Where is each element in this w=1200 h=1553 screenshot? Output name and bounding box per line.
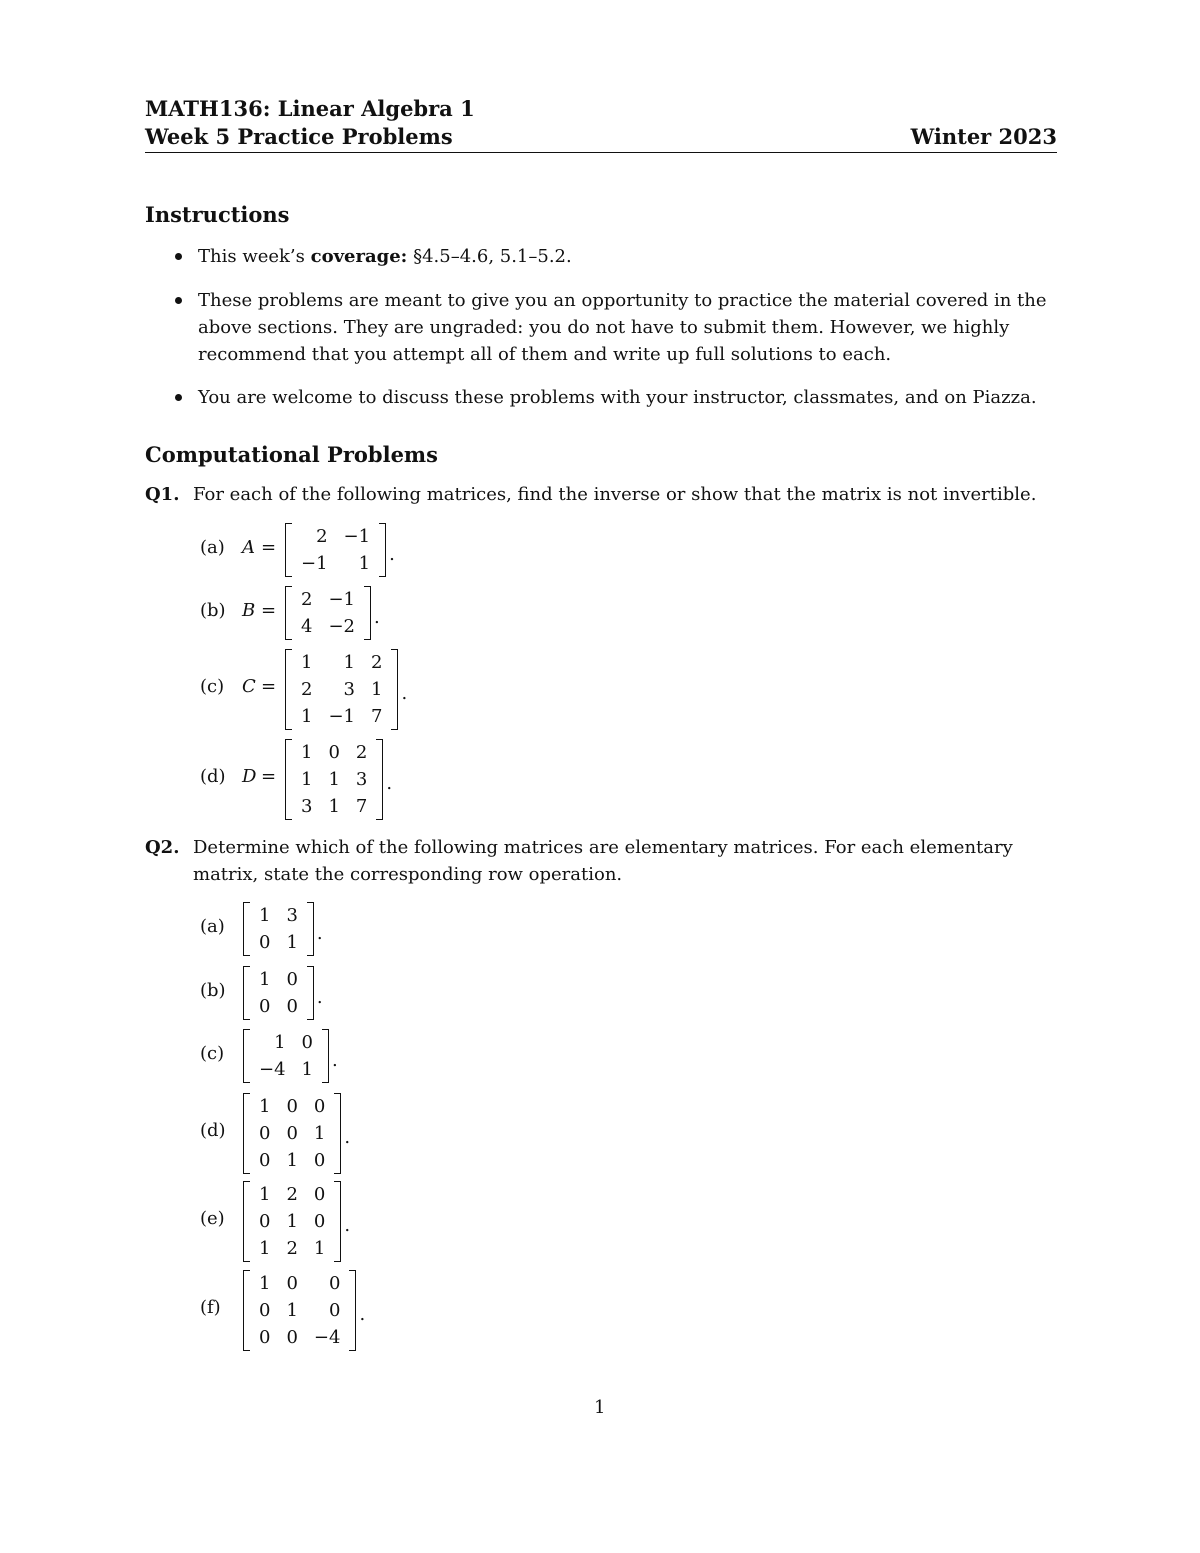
right-bracket	[334, 1093, 341, 1174]
left-bracket	[243, 1270, 250, 1351]
matrix-row	[251, 1208, 333, 1235]
matrix-row	[251, 966, 306, 993]
matrix-row	[251, 1297, 348, 1324]
matrix	[285, 523, 386, 577]
right-bracket	[307, 966, 314, 1020]
purpose-line: above sections. They are ungraded: you do not have to submit them. However, we highly	[198, 317, 1010, 338]
right-bracket	[349, 1270, 356, 1351]
left-bracket	[243, 1093, 250, 1174]
matrix-entry: 1	[301, 768, 313, 790]
matrix-entry: 0	[329, 1299, 341, 1321]
term-label: Winter 2023	[910, 124, 1057, 149]
matrix-row	[293, 676, 390, 703]
period: .	[316, 987, 323, 1008]
matrix-entry: 1	[313, 1122, 326, 1144]
part-label: (e)	[200, 1208, 225, 1229]
matrix-row	[251, 1056, 321, 1083]
matrix	[243, 1029, 329, 1083]
matrix-entry: 2	[286, 1183, 298, 1205]
part-label: (c)	[200, 676, 225, 697]
matrix-entry: 3	[355, 768, 368, 790]
matrix-entry: 0	[301, 1032, 313, 1053]
matrix-entry: −4	[313, 1326, 341, 1348]
matrix-row	[251, 1235, 333, 1262]
matrix-entry: 1	[286, 1149, 298, 1171]
part-label: (a)	[200, 537, 225, 558]
period: .	[389, 544, 395, 565]
matrix-entry: 0	[286, 969, 298, 990]
matrix-row	[293, 766, 375, 793]
matrix-entry: 0	[286, 1095, 298, 1117]
matrix-entry: 0	[329, 1272, 341, 1294]
equals-sign: =	[261, 537, 277, 558]
matrix-entry: −1	[328, 705, 355, 727]
matrix-entry: 0	[313, 1149, 326, 1171]
period: .	[316, 923, 323, 944]
part-label: (d)	[200, 1120, 226, 1141]
matrix-entry: −1	[328, 589, 355, 610]
matrix-variable: A	[242, 537, 255, 558]
course-title: MATH136: Linear Algebra 1	[145, 96, 475, 121]
bullet-icon	[175, 253, 182, 260]
matrix-entry: 2	[355, 741, 368, 763]
matrix-entry: 1	[328, 795, 340, 817]
matrix-entry: −4	[259, 1059, 286, 1080]
left-bracket	[285, 649, 292, 730]
matrix-row	[293, 649, 390, 676]
matrix-row	[251, 1029, 321, 1056]
matrix-entry: 1	[259, 969, 271, 990]
matrix-row	[251, 1270, 348, 1297]
matrix-entry: 0	[313, 1095, 326, 1117]
matrix-entry: −2	[328, 616, 355, 637]
matrix-entry: 1	[259, 1237, 271, 1259]
matrix-entry: 1	[259, 1095, 271, 1117]
part-label: (b)	[200, 600, 226, 621]
matrix-entry: 4	[301, 616, 313, 637]
right-bracket	[376, 739, 383, 820]
matrix-entry: 1	[301, 651, 313, 673]
bullet-icon	[175, 394, 182, 401]
left-bracket	[285, 523, 292, 577]
matrix-entry: −1	[343, 526, 371, 547]
matrix-entry: 1	[301, 705, 313, 727]
coverage-line	[198, 243, 572, 270]
matrix-row	[251, 1093, 333, 1120]
purpose-line: recommend that you attempt all of them and write up full solutions to each.	[198, 344, 892, 365]
matrix-row	[251, 1147, 333, 1174]
bullet-icon	[175, 297, 182, 304]
left-bracket	[285, 739, 292, 820]
matrix-entry: 3	[343, 678, 355, 700]
part-label: (b)	[200, 980, 226, 1001]
q2-line: matrix, state the corresponding row operation.	[193, 864, 623, 885]
matrix-entry: 0	[286, 1272, 298, 1294]
q2-line: Determine which of the following matrices are elementary matrices. For each elementary	[193, 837, 1013, 858]
period: .	[344, 1215, 351, 1236]
matrix-row	[293, 586, 363, 613]
left-bracket	[285, 586, 292, 640]
matrix-entry: 1	[301, 1059, 313, 1080]
matrix-row	[293, 523, 378, 550]
part-label: (c)	[200, 1043, 225, 1064]
matrix-row	[251, 993, 306, 1020]
matrix-entry: 1	[274, 1032, 286, 1053]
right-bracket	[334, 1181, 341, 1262]
matrix-entry: 1	[286, 1299, 298, 1321]
coverage-prefix: This week’s	[198, 246, 311, 267]
matrix	[285, 586, 371, 640]
part-label: (f)	[200, 1297, 221, 1318]
matrix-row	[251, 1181, 333, 1208]
matrix-entry: 2	[316, 526, 328, 547]
matrix-entry: 0	[259, 1299, 271, 1321]
period: .	[374, 607, 380, 628]
matrix-entry: 0	[286, 996, 298, 1017]
header-rule	[145, 152, 1057, 153]
matrix-entry: 1	[259, 905, 271, 926]
matrix-row	[251, 902, 306, 929]
matrix-entry: 1	[286, 932, 298, 953]
matrix-entry: 1	[343, 651, 355, 673]
instructions-heading: Instructions	[145, 202, 290, 227]
matrix	[243, 966, 314, 1020]
right-bracket	[322, 1029, 329, 1083]
matrix-entry: 0	[328, 741, 340, 763]
matrix-entry: 7	[371, 705, 383, 727]
matrix-entry: 0	[259, 996, 271, 1017]
matrix-entry: 0	[259, 1122, 271, 1144]
purpose-line: These problems are meant to give you an opportunity to practice the material covered in the	[198, 290, 1047, 311]
purpose-paragraph	[198, 287, 1058, 368]
q1-label: Q1.	[145, 484, 180, 505]
right-bracket	[391, 649, 398, 730]
matrix	[285, 649, 398, 730]
left-bracket	[243, 1029, 250, 1083]
matrix-entry: 0	[259, 1210, 271, 1232]
matrix-row	[251, 1324, 348, 1351]
left-bracket	[243, 1181, 250, 1262]
equals-sign: =	[261, 600, 277, 621]
matrix-entry: 0	[259, 1326, 271, 1348]
matrix-entry: 0	[286, 1122, 298, 1144]
matrix-row	[293, 613, 363, 640]
matrix-entry: 1	[328, 768, 340, 790]
week-title: Week 5 Practice Problems	[145, 124, 453, 149]
right-bracket	[307, 902, 314, 956]
matrix-row	[293, 793, 375, 820]
matrix-row	[251, 929, 306, 956]
discussion-line: You are welcome to discuss these problems with your instructor, classmates, and on Piazza.	[198, 387, 1037, 408]
matrix	[243, 1093, 341, 1174]
period: .	[359, 1304, 366, 1325]
matrix-entry: 1	[313, 1237, 326, 1259]
matrix-entry: 1	[301, 741, 313, 763]
matrix-entry: 1	[286, 1210, 298, 1232]
matrix-row	[293, 550, 378, 577]
part-label: (d)	[200, 766, 226, 787]
matrix-variable: D	[242, 766, 257, 787]
matrix-row	[251, 1120, 333, 1147]
matrix-variable: B	[242, 600, 256, 621]
matrix-variable: C	[242, 676, 256, 697]
left-bracket	[243, 902, 250, 956]
matrix-entry: 0	[286, 1326, 298, 1348]
matrix-entry: 0	[313, 1183, 326, 1205]
matrix-entry: 0	[259, 1149, 271, 1171]
matrix-entry: 3	[301, 795, 313, 817]
page-number: 1	[594, 1397, 606, 1418]
period: .	[386, 773, 393, 794]
matrix-entry: 1	[259, 1272, 271, 1294]
part-label: (a)	[200, 916, 225, 937]
matrix-entry: −1	[301, 553, 328, 574]
matrix	[243, 1270, 356, 1351]
equals-sign: =	[261, 766, 277, 787]
matrix-entry: 0	[313, 1210, 326, 1232]
matrix-entry: 2	[371, 651, 383, 673]
matrix	[243, 1181, 341, 1262]
matrix-entry: 2	[301, 678, 313, 700]
coverage-sections: §4.5–4.6, 5.1–5.2.	[407, 246, 572, 267]
matrix	[285, 739, 383, 820]
matrix	[243, 902, 314, 956]
equals-sign: =	[261, 676, 277, 697]
period: .	[401, 683, 408, 704]
matrix-row	[293, 703, 390, 730]
matrix-entry: 3	[286, 905, 298, 926]
matrix-entry: 1	[358, 553, 371, 574]
matrix-entry: 1	[259, 1183, 271, 1205]
coverage-label: coverage:	[310, 246, 408, 267]
matrix-entry: 2	[301, 589, 313, 610]
matrix-entry: 0	[259, 932, 271, 953]
right-bracket	[364, 586, 371, 640]
q2-text	[193, 834, 1057, 888]
q1-text: For each of the following matrices, find the inverse or show that the matrix is not invertible.	[193, 484, 1037, 505]
q2-label: Q2.	[145, 837, 180, 858]
matrix-row	[293, 739, 375, 766]
period: .	[344, 1127, 351, 1148]
matrix-entry: 2	[286, 1237, 298, 1259]
period: .	[332, 1050, 338, 1071]
left-bracket	[243, 966, 250, 1020]
matrix-entry: 7	[355, 795, 368, 817]
right-bracket	[379, 523, 386, 577]
computational-heading: Computational Problems	[145, 442, 438, 467]
matrix-entry: 1	[371, 678, 383, 700]
